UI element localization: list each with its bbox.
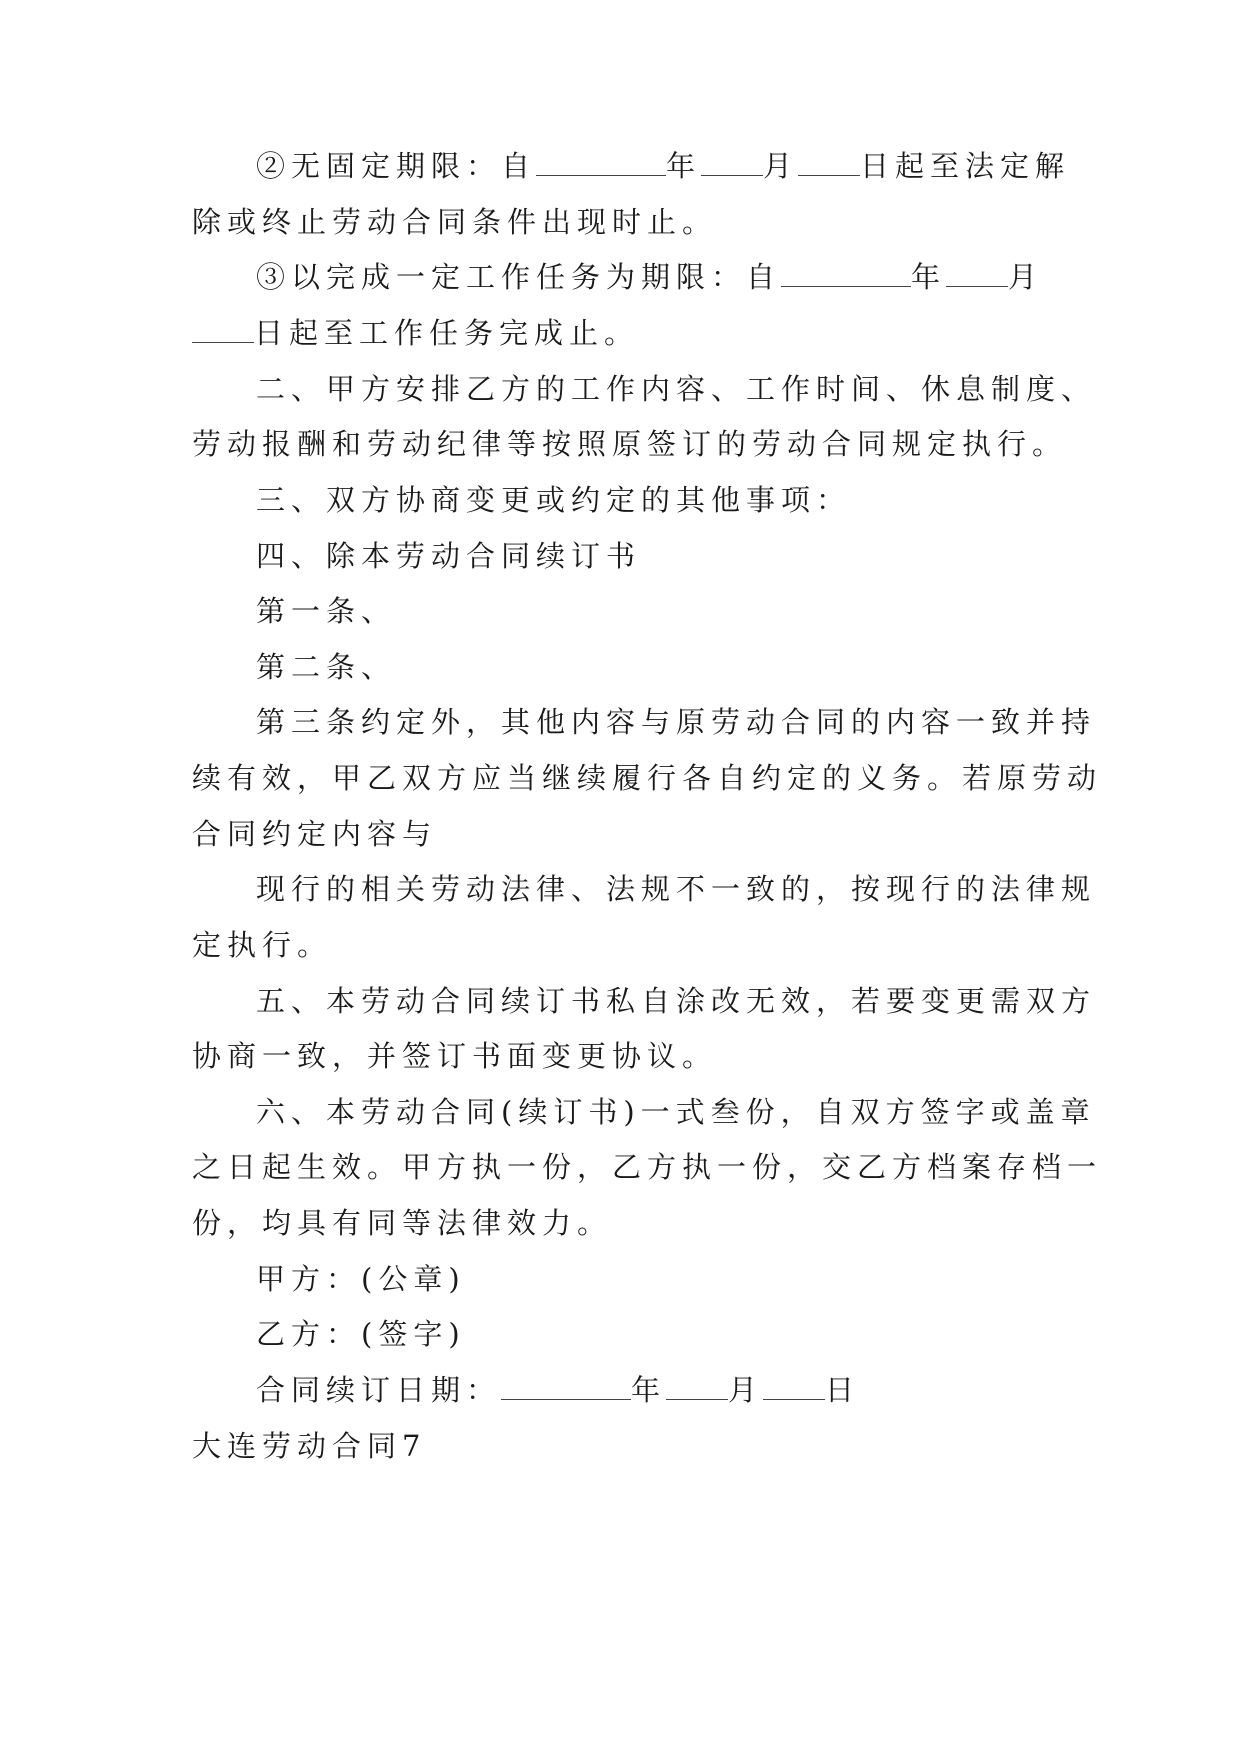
- year-blank: [781, 260, 911, 287]
- clause-five-line-1: 五、本劳动合同续订书私自涂改无效，若要变更需双方: [256, 984, 1097, 1018]
- clause-six-line-3: 份，均具有同等法律效力。: [192, 1206, 613, 1240]
- term-open-ended-line-1: [256, 146, 1070, 186]
- article-three-line-1: 第三条约定外，其他内容与原劳动合同的内容一致并持: [256, 705, 1097, 739]
- clause-six-line-2: 之日起生效。甲方执一份，乙方执一份，交乙方档案存档一: [192, 1150, 1103, 1184]
- text-segment: 年: [631, 1373, 667, 1407]
- renewal-date-line: [256, 1370, 860, 1410]
- party-a-signature: 甲方：(公章): [256, 1262, 466, 1296]
- article-two: 第二条、: [256, 650, 397, 684]
- section-heading: 大连劳动合同7: [192, 1429, 427, 1463]
- day-blank: [763, 1373, 825, 1400]
- day-blank: [192, 316, 254, 343]
- term-open-ended-line-2: 除或终止劳动合同条件出现时止。: [192, 205, 718, 239]
- text-segment: ③以完成一定工作任务为期限：自: [256, 260, 782, 294]
- clause-two-line-1: 二、甲方安排乙方的工作内容、工作时间、休息制度、: [256, 372, 1097, 406]
- article-three-line-2: 续有效，甲乙双方应当继续履行各自约定的义务。若原劳动: [192, 761, 1103, 795]
- text-segment: 月: [1008, 260, 1044, 294]
- text-segment: 日起至工作任务完成止。: [254, 316, 640, 350]
- law-paragraph-line-2: 定执行。: [192, 928, 333, 962]
- year-blank: [536, 149, 666, 176]
- clause-five-line-2: 协商一致，并签订书面变更协议。: [192, 1039, 718, 1073]
- text-segment: 年: [666, 149, 702, 183]
- clause-six-line-1: 六、本劳动合同(续订书)一式叁份，自双方签字或盖章: [256, 1095, 1096, 1129]
- month-blank: [946, 260, 1008, 287]
- month-blank: [666, 1373, 728, 1400]
- clause-three: 三、双方协商变更或约定的其他事项：: [256, 483, 852, 517]
- text-segment: 合同续订日期：: [256, 1373, 502, 1407]
- text-segment: 日: [825, 1373, 861, 1407]
- text-segment: 月: [728, 1373, 764, 1407]
- month-blank: [701, 149, 763, 176]
- text-segment: ②无固定期限：自: [256, 149, 537, 183]
- term-task-line-1: [256, 257, 1043, 297]
- law-paragraph-line-1: 现行的相关劳动法律、法规不一致的，按现行的法律规: [256, 872, 1097, 906]
- clause-two-line-2: 劳动报酬和劳动纪律等按照原签订的劳动合同规定执行。: [192, 427, 1068, 461]
- year-blank: [501, 1373, 631, 1400]
- text-segment: 月: [763, 149, 799, 183]
- party-b-signature: 乙方：(签字): [256, 1317, 466, 1351]
- text-segment: 年: [911, 260, 947, 294]
- text-segment: 日起至法定解: [860, 149, 1071, 183]
- clause-four: 四、除本劳动合同续订书: [256, 539, 642, 573]
- article-one: 第一条、: [256, 594, 397, 628]
- day-blank: [798, 149, 860, 176]
- term-task-line-2: [192, 313, 639, 353]
- article-three-line-3: 合同约定内容与: [192, 817, 438, 851]
